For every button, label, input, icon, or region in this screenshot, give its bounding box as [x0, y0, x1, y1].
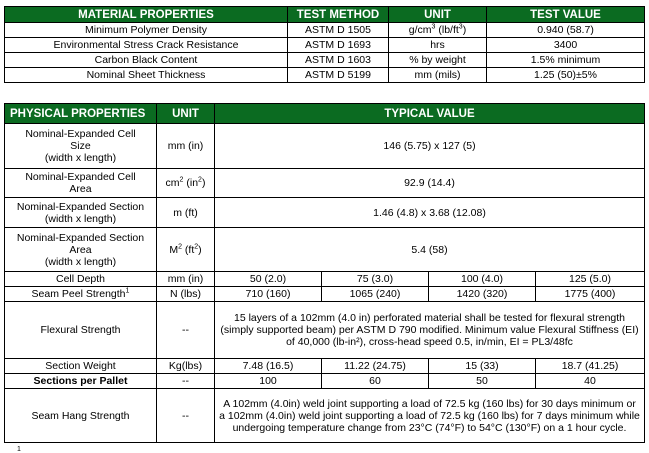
typical-value-header: TYPICAL VALUE — [215, 104, 645, 124]
value-cell: 1065 (240) — [322, 287, 429, 302]
unit-cell: hrs — [389, 38, 487, 53]
value-cell: 100 — [215, 374, 322, 389]
unit-cell: -- — [157, 374, 215, 389]
value-cell: 15 (33) — [429, 359, 536, 374]
test-method-header: TEST METHOD — [288, 7, 389, 23]
unit-cell: % by weight — [389, 53, 487, 68]
table-row — [5, 53, 645, 68]
table-row — [5, 374, 645, 389]
value-cell: 100 (4.0) — [429, 272, 536, 287]
table-row — [5, 38, 645, 53]
unit-cell: $g/cm^3$ $(lb/ft^3)$ — [389, 23, 487, 38]
unit-cell: mm (in) — [157, 124, 215, 169]
unit-cell: N (lbs) — [157, 287, 215, 302]
value-cell: 92.9 (14.4) — [215, 169, 645, 198]
property-cell: Nominal-Expanded Cell Size (width x length) — [5, 124, 157, 169]
table-row — [5, 68, 645, 83]
property-cell: Sections per Pallet — [5, 374, 157, 389]
unit-cell: mm (mils) — [389, 68, 487, 83]
table-row — [5, 302, 645, 359]
value-cell: 0.940 (58.7) — [487, 23, 645, 38]
value-cell: 50 — [429, 374, 536, 389]
value-cell: 75 (3.0) — [322, 272, 429, 287]
method-cell: ASTM D 1693 — [288, 38, 389, 53]
unit-header: UNIT — [389, 7, 487, 23]
property-cell: Seam Peel Strength$^1$ — [5, 287, 157, 302]
property-cell: Nominal Sheet Thickness — [5, 68, 288, 83]
material-header-row — [5, 7, 645, 23]
unit-cell: Kg(lbs) — [157, 359, 215, 374]
unit-cell: $cm^2$ $(in^2)$ — [157, 169, 215, 198]
table-row — [5, 359, 645, 374]
value-cell: 60 — [322, 374, 429, 389]
value-cell: 1420 (320) — [429, 287, 536, 302]
value-cell: 3400 — [487, 38, 645, 53]
table-row — [5, 198, 645, 228]
value-cell: 1.5% minimum — [487, 53, 645, 68]
value-cell: 18.7 (41.25) — [536, 359, 645, 374]
physical-header-row — [5, 104, 645, 124]
value-cell: 50 (2.0) — [215, 272, 322, 287]
value-cell: 5.4 (58) — [215, 228, 645, 272]
value-cell: 1.46 (4.8) x 3.68 (12.08) — [215, 198, 645, 228]
table-row — [5, 23, 645, 38]
property-cell: Cell Depth — [5, 272, 157, 287]
table-row — [5, 124, 645, 169]
material-properties-table — [4, 6, 645, 83]
value-cell: 1.25 (50)±5% — [487, 68, 645, 83]
property-cell: Nominal-Expanded Section (width x length) — [5, 198, 157, 228]
property-cell: Carbon Black Content — [5, 53, 288, 68]
unit-cell: -- — [157, 302, 215, 359]
table-row — [5, 287, 645, 302]
method-cell: ASTM D 1505 — [288, 23, 389, 38]
table-row — [5, 169, 645, 198]
property-cell: Environmental Stress Crack Resistance — [5, 38, 288, 53]
test-value-header: TEST VALUE — [487, 7, 645, 23]
property-cell: Nominal-Expanded Section Area (width x length) — [5, 228, 157, 272]
property-cell: Minimum Polymer Density — [5, 23, 288, 38]
property-cell: Section Weight — [5, 359, 157, 374]
table-row — [5, 228, 645, 272]
value-cell: 40 — [536, 374, 645, 389]
value-cell: 1775 (400) — [536, 287, 645, 302]
material-properties-header: MATERIAL PROPERTIES — [5, 7, 288, 23]
value-cell: 7.48 (16.5) — [215, 359, 322, 374]
unit-cell: $M^2$ $(ft^2)$ — [157, 228, 215, 272]
value-cell: 125 (5.0) — [536, 272, 645, 287]
unit-cell: mm (in) — [157, 272, 215, 287]
physical-properties-header: PHYSICAL PROPERTIES — [5, 104, 157, 124]
unit-cell: m (ft) — [157, 198, 215, 228]
value-cell: 15 layers of a 102mm (4.0 in) perforated material shall be tested for flexural strength (simply supported beam) per ASTM D 790 modified. Minimum value Flexural Stiffness (EI) of 40,000 (lb-in²), cross-head speed 0.5, in/min, EI = PL3/48fc — [215, 302, 645, 359]
property-cell: Seam Hang Strength — [5, 389, 157, 443]
table-row — [5, 389, 645, 443]
value-cell: 11.22 (24.75) — [322, 359, 429, 374]
property-cell: Flexural Strength — [5, 302, 157, 359]
unit-header: UNIT — [157, 104, 215, 124]
footnote-fragment: 1 — [17, 446, 21, 453]
table-row — [5, 272, 645, 287]
value-cell: 710 (160) — [215, 287, 322, 302]
property-cell: Nominal-Expanded Cell Area — [5, 169, 157, 198]
physical-properties-table — [4, 103, 645, 443]
value-cell: A 102mm (4.0in) weld joint supporting a load of 72.5 kg (160 lbs) for 30 days minimum or a 102mm (4.0in) weld joint supporting a load of 72.5 kg (160 lbs) for 7 days minimum while undergoing temperature change from 23°C (74°F) to 54°C (130°F) on a 1 hour cycle. — [215, 389, 645, 443]
method-cell: ASTM D 1603 — [288, 53, 389, 68]
value-cell: 146 (5.75) x 127 (5) — [215, 124, 645, 169]
unit-cell: -- — [157, 389, 215, 443]
method-cell: ASTM D 5199 — [288, 68, 389, 83]
